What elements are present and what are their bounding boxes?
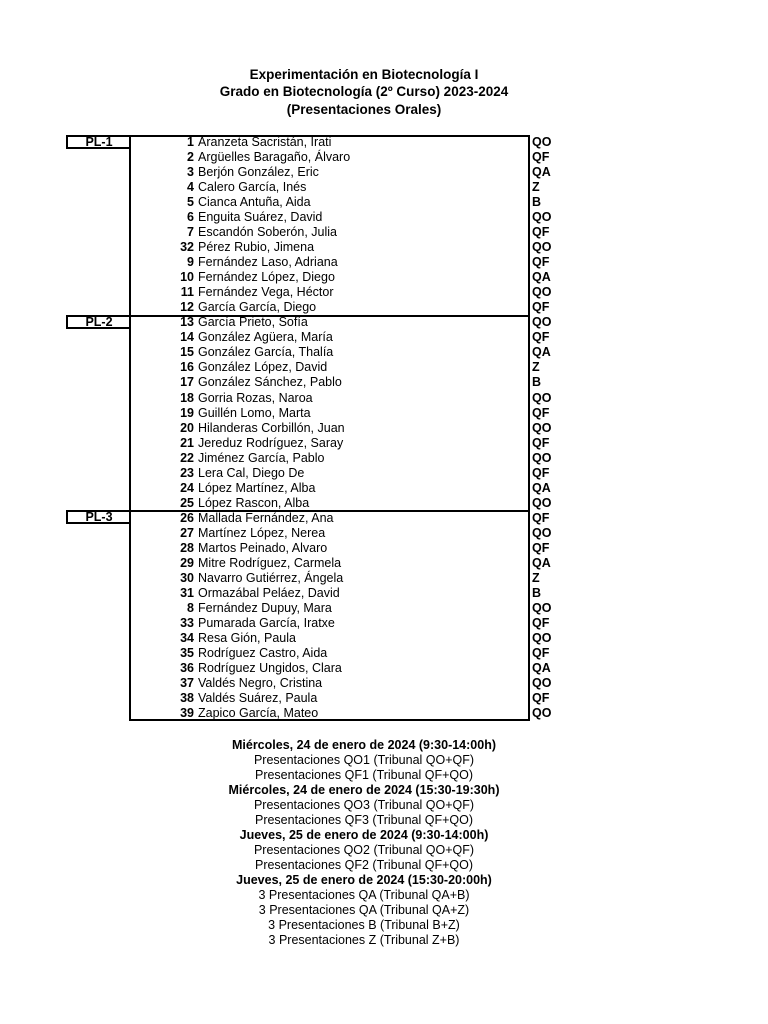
- tribunal-code: QF: [532, 405, 550, 420]
- student-number: 17: [180, 375, 194, 390]
- student-number: 27: [180, 525, 194, 540]
- student-number: 19: [180, 405, 194, 420]
- table-row: [0, 571, 768, 586]
- schedule-date-heading: Jueves, 25 de enero de 2024 (9:30-14:00h): [239, 828, 489, 842]
- student-name: Zapico García, Mateo: [198, 706, 319, 721]
- student-number: 8: [187, 600, 194, 615]
- table-row: [0, 481, 768, 496]
- student-name: Cianca Antuña, Aida: [198, 195, 311, 210]
- student-number: 10: [180, 270, 194, 285]
- schedule-session: Presentaciones QF1 (Tribunal QF+QO): [254, 768, 474, 782]
- student-number: 6: [187, 210, 194, 225]
- tribunal-code: QF: [532, 330, 550, 345]
- schedule-session: Presentaciones QO2 (Tribunal QO+QF): [253, 843, 475, 857]
- student-number: 38: [180, 691, 194, 706]
- student-name: González García, Thalía: [198, 345, 334, 360]
- student-number: 1: [187, 135, 194, 149]
- tribunal-code: QO: [532, 600, 552, 615]
- student-name: Jereduz Rodríguez, Saray: [198, 435, 344, 450]
- student-number: 36: [180, 661, 194, 676]
- student-number: 20: [180, 420, 194, 435]
- table-row: [0, 511, 768, 526]
- tribunal-code: QO: [532, 135, 552, 149]
- student-number: 37: [180, 676, 194, 691]
- student-number: 13: [180, 315, 194, 330]
- student-number: 26: [180, 510, 194, 525]
- tribunal-code: QF: [532, 435, 550, 450]
- student-number: 35: [180, 646, 194, 661]
- tribunal-code: QF: [532, 150, 550, 165]
- table-row: [0, 706, 768, 721]
- schedule-date-heading: Miércoles, 24 de enero de 2024 (9:30-14:00h): [231, 738, 496, 752]
- table-row: [0, 691, 768, 706]
- student-number: 15: [180, 345, 194, 360]
- table-row: [0, 270, 768, 285]
- student-name: Resa Gión, Paula: [198, 630, 296, 645]
- schedule-session: Presentaciones QF2 (Tribunal QF+QO): [254, 858, 474, 872]
- tribunal-code: QF: [532, 465, 550, 480]
- student-name: Hilanderas Corbillón, Juan: [198, 420, 345, 435]
- table-row: [0, 300, 768, 315]
- schedule-date-heading: Miércoles, 24 de enero de 2024 (15:30-19:30h): [228, 783, 500, 797]
- table-row: [0, 496, 768, 511]
- table-row: [0, 556, 768, 571]
- tribunal-code: QO: [532, 706, 552, 721]
- student-name: Calero García, Inés: [198, 180, 307, 195]
- table-row: [0, 285, 768, 300]
- student-name: Mitre Rodríguez, Carmela: [198, 555, 342, 570]
- student-number: 18: [180, 390, 194, 405]
- schedule-date-heading: Jueves, 25 de enero de 2024 (15:30-20:00h): [236, 873, 492, 887]
- student-number: 24: [180, 480, 194, 495]
- student-name: Escandón Soberón, Julia: [198, 225, 337, 240]
- table-row: [0, 225, 768, 240]
- tribunal-code: QO: [532, 210, 552, 225]
- table-row: [0, 631, 768, 646]
- table-row: [0, 676, 768, 691]
- tribunal-code: QF: [532, 300, 550, 315]
- table-row: [0, 330, 768, 345]
- tribunal-code: QA: [532, 270, 551, 285]
- student-number: 14: [180, 330, 194, 345]
- table-row: [0, 210, 768, 225]
- table-row: [0, 421, 768, 436]
- student-name: Fernández Vega, Héctor: [198, 285, 334, 300]
- schedule-session: Presentaciones QO3 (Tribunal QO+QF): [253, 798, 475, 812]
- table-row: [0, 661, 768, 676]
- table-row: [0, 135, 768, 150]
- table-row: [0, 406, 768, 421]
- group-label-pl1: PL-1: [66, 135, 130, 149]
- table-row: [0, 360, 768, 375]
- tribunal-code: QA: [532, 661, 551, 676]
- tribunal-code: QO: [532, 390, 552, 405]
- table-row: [0, 180, 768, 195]
- tribunal-code: QF: [532, 540, 550, 555]
- document-subtitle: Grado en Biotecnología (2º Curso) 2023-2024: [219, 84, 509, 99]
- tribunal-code: Z: [532, 180, 540, 195]
- student-number: 32: [180, 240, 194, 255]
- tribunal-code: Z: [532, 570, 540, 585]
- document-title: Experimentación en Biotecnología I: [249, 67, 479, 82]
- tribunal-code: QO: [532, 450, 552, 465]
- schedule-session: Presentaciones QO1 (Tribunal QO+QF): [253, 753, 475, 767]
- tribunal-code: QA: [532, 345, 551, 360]
- table-row: [0, 240, 768, 255]
- student-name: Fernández López, Diego: [198, 270, 335, 285]
- student-name: Lera Cal, Diego De: [198, 465, 305, 480]
- tribunal-code: QF: [532, 510, 550, 525]
- tribunal-code: QF: [532, 225, 550, 240]
- student-name: Gorria Rozas, Naroa: [198, 390, 313, 405]
- tribunal-code: QO: [532, 285, 552, 300]
- student-name: González Agüera, María: [198, 330, 333, 345]
- student-name: Enguita Suárez, David: [198, 210, 323, 225]
- table-row: [0, 255, 768, 270]
- student-number: 12: [180, 300, 194, 315]
- student-name: López Martínez, Alba: [198, 480, 316, 495]
- table-row: [0, 466, 768, 481]
- student-name: Aranzeta Sacristán, Irati: [198, 135, 332, 149]
- student-name: Navarro Gutiérrez, Ángela: [198, 570, 344, 585]
- tribunal-code: QF: [532, 691, 550, 706]
- student-name: Berjón González, Eric: [198, 165, 319, 180]
- student-name: Mallada Fernández, Ana: [198, 510, 334, 525]
- tribunal-code: QO: [532, 676, 552, 691]
- schedule-session: 3 Presentaciones QA (Tribunal QA+Z): [258, 903, 470, 917]
- tribunal-code: QA: [532, 165, 551, 180]
- tribunal-code: QO: [532, 420, 552, 435]
- student-number: 7: [187, 225, 194, 240]
- tribunal-code: B: [532, 195, 542, 210]
- table-row: [0, 195, 768, 210]
- student-name: Martínez López, Nerea: [198, 525, 326, 540]
- table-row: [0, 165, 768, 180]
- student-name: Guillén Lomo, Marta: [198, 405, 311, 420]
- table-row: [0, 586, 768, 601]
- tribunal-code: QO: [532, 495, 552, 510]
- tribunal-code: QO: [532, 525, 552, 540]
- student-number: 31: [180, 585, 194, 600]
- tribunal-code: QF: [532, 646, 550, 661]
- student-name: Jiménez García, Pablo: [198, 450, 325, 465]
- table-row: [0, 436, 768, 451]
- student-name: Martos Peinado, Alvaro: [198, 540, 328, 555]
- student-number: 11: [180, 285, 194, 300]
- student-name: Fernández Dupuy, Mara: [198, 600, 332, 615]
- table-row: [0, 646, 768, 661]
- group-label-pl2: PL-2: [66, 315, 130, 329]
- schedule-session: 3 Presentaciones QA (Tribunal QA+B): [258, 888, 470, 902]
- student-number: 28: [180, 540, 194, 555]
- student-name: González López, David: [198, 360, 328, 375]
- table-row: [0, 451, 768, 466]
- table-row: [0, 541, 768, 556]
- student-name: Valdés Negro, Cristina: [198, 676, 323, 691]
- table-row: [0, 375, 768, 390]
- student-name: Rodríguez Ungidos, Clara: [198, 661, 342, 676]
- table-row: [0, 345, 768, 360]
- student-number: 25: [180, 495, 194, 510]
- schedule-session: 3 Presentaciones Z (Tribunal Z+B): [268, 933, 460, 947]
- student-number: 2: [187, 150, 194, 165]
- student-number: 30: [180, 570, 194, 585]
- table-row: [0, 526, 768, 541]
- schedule-session: Presentaciones QF3 (Tribunal QF+QO): [254, 813, 474, 827]
- student-number: 34: [180, 630, 194, 645]
- student-name: López Rascon, Alba: [198, 495, 310, 510]
- tribunal-code: B: [532, 585, 542, 600]
- document-caption: (Presentaciones Orales): [286, 102, 442, 117]
- student-name: García Prieto, Sofía: [198, 315, 308, 330]
- schedule-session: 3 Presentaciones B (Tribunal B+Z): [268, 918, 460, 932]
- student-roster: [0, 135, 768, 721]
- student-name: Pérez Rubio, Jimena: [198, 240, 315, 255]
- tribunal-code: QO: [532, 315, 552, 330]
- student-number: 4: [187, 180, 194, 195]
- tribunal-code: QO: [532, 630, 552, 645]
- student-number: 16: [180, 360, 194, 375]
- student-number: 23: [180, 465, 194, 480]
- student-number: 5: [187, 195, 194, 210]
- student-name: García García, Diego: [198, 300, 317, 315]
- tribunal-code: B: [532, 375, 542, 390]
- student-name: Valdés Suárez, Paula: [198, 691, 318, 706]
- table-row: [0, 150, 768, 165]
- student-number: 33: [180, 615, 194, 630]
- student-name: Argüelles Baragaño, Álvaro: [198, 150, 351, 165]
- tribunal-code: QF: [532, 615, 550, 630]
- student-name: Rodríguez Castro, Aida: [198, 646, 328, 661]
- tribunal-code: QO: [532, 240, 552, 255]
- student-name: Ormazábal Peláez, David: [198, 585, 340, 600]
- student-number: 29: [180, 555, 194, 570]
- student-number: 9: [187, 255, 194, 270]
- group-label-pl3: PL-3: [66, 510, 130, 524]
- student-number: 21: [180, 435, 194, 450]
- tribunal-code: QF: [532, 255, 550, 270]
- table-row: [0, 391, 768, 406]
- tribunal-code: QA: [532, 480, 551, 495]
- student-number: 22: [180, 450, 194, 465]
- student-name: Fernández Laso, Adriana: [198, 255, 338, 270]
- student-name: González Sánchez, Pablo: [198, 375, 342, 390]
- student-number: 39: [180, 706, 194, 721]
- tribunal-code: Z: [532, 360, 540, 375]
- table-row: [0, 315, 768, 330]
- table-row: [0, 616, 768, 631]
- student-number: 3: [187, 165, 194, 180]
- table-row: [0, 601, 768, 616]
- tribunal-code: QA: [532, 555, 551, 570]
- presentation-schedule: [0, 738, 728, 948]
- student-name: Pumarada García, Iratxe: [198, 615, 335, 630]
